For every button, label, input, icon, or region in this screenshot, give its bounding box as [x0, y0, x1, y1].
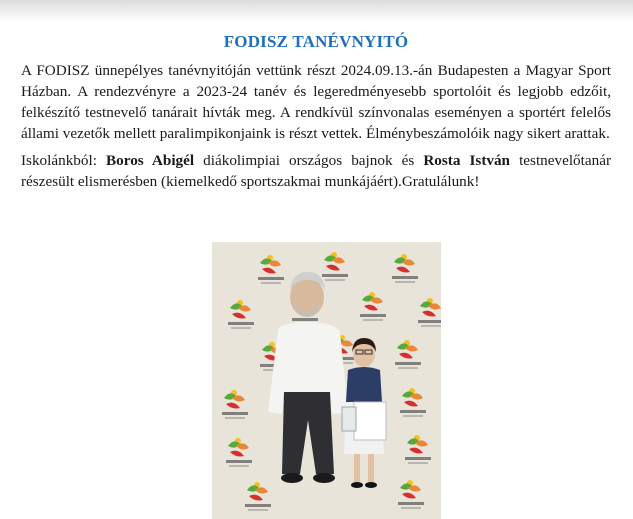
article-title: FODISZ TANÉVNYITÓ [223, 32, 409, 51]
article-paragraph-1: A FODISZ ünnepélyes tanévnyitóján vettünk részt 2024.09.13.-án Budapesten a Magyar Sport Házban. A rendezvényre a 2023-24 tanév és legeredményesebb sportolóit és legjobb edzőit, felkészítő testnevelő tanárait hívták meg. A rendkívül színvonalas eseményen a sportért felelős állami vezetők mellett paralimpikonjaink is részt vettek. Élménybeszámolóik nagy sikert arattak. [21, 62, 611, 142]
article-paragraph-2 [21, 150, 611, 192]
paragraph-2-suffix: testnevelőtanár részesült elismerésben (kiemelkedő sportszakmai munkájáért).Gratulálunk! [21, 152, 612, 190]
paragraph-2-prefix: Iskolánkból: [21, 152, 106, 169]
event-photo [212, 242, 441, 519]
teacher-name: Rosta István [423, 152, 511, 169]
student-name: Boros Abigél [106, 152, 195, 169]
paragraph-2-middle: diákolimpiai országos bajnok és [194, 152, 424, 169]
top-shadow-bar [0, 0, 633, 22]
article [21, 32, 611, 198]
